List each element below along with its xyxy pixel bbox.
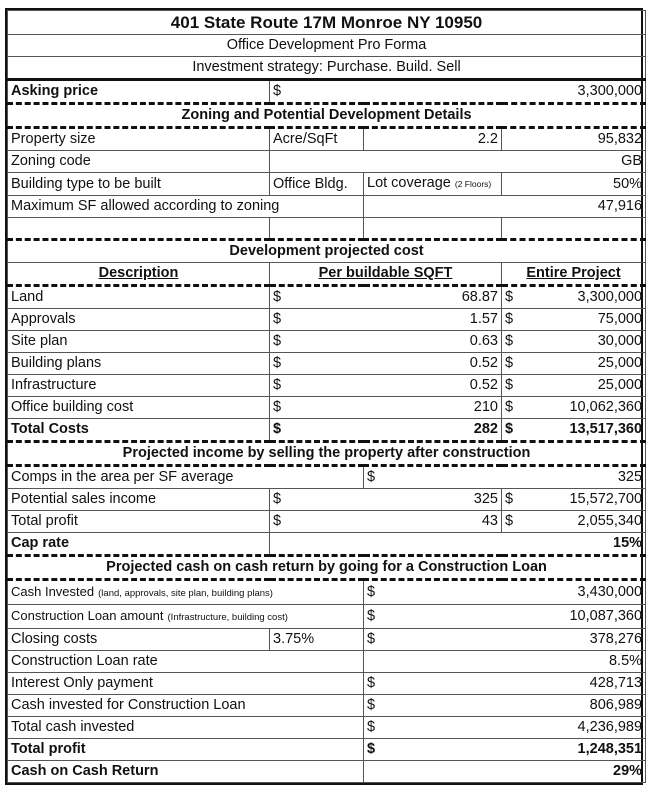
loan-rate-value: 8.5% [364,650,646,672]
currency-symbol: $ [505,490,514,507]
coc-row [8,760,646,782]
max-sf-label: Maximum SF allowed according to zoning [8,196,364,218]
property-size-unit: Acre/SqFt [270,128,364,151]
property-size-row [8,128,646,151]
loan-total-profit-row [8,738,646,760]
cost-per-sqft: 68.87 [461,288,498,305]
loan-amount-note: (Infrastructure, building cost) [167,611,288,623]
total-cash-value: 4,236,989 [577,718,643,735]
closing-pct: 3.75% [270,628,364,650]
asking-price-row [8,80,646,104]
sales-per-sqft: 325 [473,490,498,507]
cash-invested-label [8,579,364,604]
col-header-per-sqft: Per buildable SQFT [318,264,453,281]
currency-symbol: $ [273,83,282,99]
cost-total: 25,000 [597,376,643,393]
cap-rate-label: Cap rate [8,532,270,555]
cost-per-sqft: 0.52 [469,354,498,371]
cost-row [8,308,646,330]
currency-symbol: $ [273,398,282,415]
income-profit-row [8,510,646,532]
currency-symbol: $ [273,288,282,305]
interest-label: Interest Only payment [8,672,364,694]
pro-forma-table [7,10,646,783]
currency-symbol: $ [273,332,282,349]
loan-section-title: Projected cash on cash return by going for a Construction Loan [8,555,646,579]
address-title: 401 State Route 17M Monroe NY 10950 [8,11,646,35]
cost-label: Approvals [8,308,270,330]
cost-row [8,285,646,308]
lot-coverage-text: Lot coverage [367,175,451,191]
cost-row [8,330,646,352]
currency-symbol: $ [273,490,282,507]
cost-label: Infrastructure [8,374,270,396]
col-header-description: Description [98,264,179,281]
total-entire-project: 13,517,360 [569,420,643,437]
loan-profit-label: Total profit [8,738,364,760]
sales-income-row [8,488,646,510]
cost-total: 10,062,360 [569,398,643,415]
total-cash-row [8,716,646,738]
total-costs-row [8,418,646,441]
profit-per-sqft: 43 [481,512,498,529]
loan-amount-value: 10,087,360 [569,607,643,624]
currency-symbol: $ [273,420,282,437]
zoning-code-label: Zoning code [8,151,270,173]
currency-symbol: $ [505,288,514,305]
cost-label: Site plan [8,330,270,352]
cost-row [8,374,646,396]
cash-invested-row [8,579,646,604]
property-acres: 2.2 [364,128,502,151]
interest-value: 428,713 [589,674,643,691]
currency-symbol: $ [505,398,514,415]
cost-total: 75,000 [597,310,643,327]
currency-symbol: $ [505,512,514,529]
max-sf-value: 47,916 [364,196,646,218]
currency-symbol: $ [367,607,376,624]
total-per-sqft: 282 [473,420,498,437]
cash-for-loan-row [8,694,646,716]
currency-symbol: $ [273,376,282,393]
coc-value: 29% [364,760,646,782]
zoning-code-value: GB [270,151,646,173]
currency-symbol: $ [367,468,376,485]
sales-total: 15,572,700 [569,490,643,507]
zoning-code-row [8,151,646,173]
asking-label: Asking price [8,80,270,104]
interest-row [8,672,646,694]
loan-profit-value: 1,248,351 [577,740,643,757]
cost-row [8,352,646,374]
cost-row [8,396,646,418]
cap-rate-value: 15% [270,532,646,555]
cash-invested-note: (land, approvals, site plan, building plans) [98,587,273,599]
currency-symbol: $ [367,740,376,757]
loan-rate-label: Construction Loan rate [8,650,364,672]
currency-symbol: $ [273,310,282,327]
cash-invested-text: Cash Invested [11,583,95,599]
closing-costs-row [8,628,646,650]
pro-forma-sheet [5,8,643,785]
cost-label: Land [8,285,270,308]
cost-total: 25,000 [597,354,643,371]
currency-symbol: $ [367,696,376,713]
costs-section-title: Development projected cost [8,239,646,262]
building-type-row [8,173,646,196]
sales-label: Potential sales income [8,488,270,510]
currency-symbol: $ [505,376,514,393]
cash-for-loan-value: 806,989 [589,696,643,713]
cash-invested-value: 3,430,000 [577,583,643,600]
cap-rate-row [8,532,646,555]
empty-cell [8,218,270,240]
currency-symbol: $ [273,512,282,529]
empty-cell [502,218,646,240]
cost-per-sqft: 210 [473,398,498,415]
currency-symbol: $ [367,630,376,647]
cash-for-loan-label: Cash invested for Construction Loan [8,694,364,716]
cost-per-sqft: 1.57 [469,310,498,327]
cost-total: 30,000 [597,332,643,349]
comps-label: Comps in the area per SF average [8,465,364,488]
currency-symbol: $ [367,718,376,735]
lot-coverage-note: (2 Floors) [454,179,492,189]
loan-amount-row [8,604,646,628]
empty-cell [364,218,502,240]
cost-per-sqft: 0.63 [469,332,498,349]
costs-header-row [8,262,646,285]
comps-row [8,465,646,488]
currency-symbol: $ [505,420,514,437]
loan-amount-text: Construction Loan amount [11,607,164,623]
currency-symbol: $ [367,583,376,600]
lot-coverage-label [364,173,502,196]
asking-value: 3,300,000 [577,83,643,99]
loan-amount-label [8,604,364,628]
property-sqft: 95,832 [502,128,646,151]
property-size-label: Property size [8,128,270,151]
col-header-entire-project: Entire Project [526,264,621,281]
profit-total: 2,055,340 [577,512,643,529]
empty-cell [270,218,364,240]
comps-value: 325 [617,468,643,485]
income-section-title: Projected income by selling the property after construction [8,441,646,465]
currency-symbol: $ [273,354,282,371]
currency-symbol: $ [505,354,514,371]
currency-symbol: $ [505,332,514,349]
cost-per-sqft: 0.52 [469,376,498,393]
zoning-section-title: Zoning and Potential Development Details [8,104,646,128]
coc-label: Cash on Cash Return [8,760,364,782]
building-type-value: Office Bldg. [270,173,364,196]
profit-label: Total profit [8,510,270,532]
cost-total: 3,300,000 [577,288,643,305]
currency-symbol: $ [505,310,514,327]
total-cash-label: Total cash invested [8,716,364,738]
total-costs-label: Total Costs [8,418,270,441]
closing-label: Closing costs [8,628,270,650]
building-type-label: Building type to be built [8,173,270,196]
strategy: Investment strategy: Purchase. Build. Sell [8,57,646,80]
cost-label: Office building cost [8,396,270,418]
max-sf-row [8,196,646,218]
closing-value: 378,276 [589,630,643,647]
currency-symbol: $ [367,674,376,691]
subtitle: Office Development Pro Forma [8,35,646,57]
empty-row [8,218,646,240]
lot-coverage-value: 50% [502,173,646,196]
loan-rate-row [8,650,646,672]
cost-label: Building plans [8,352,270,374]
